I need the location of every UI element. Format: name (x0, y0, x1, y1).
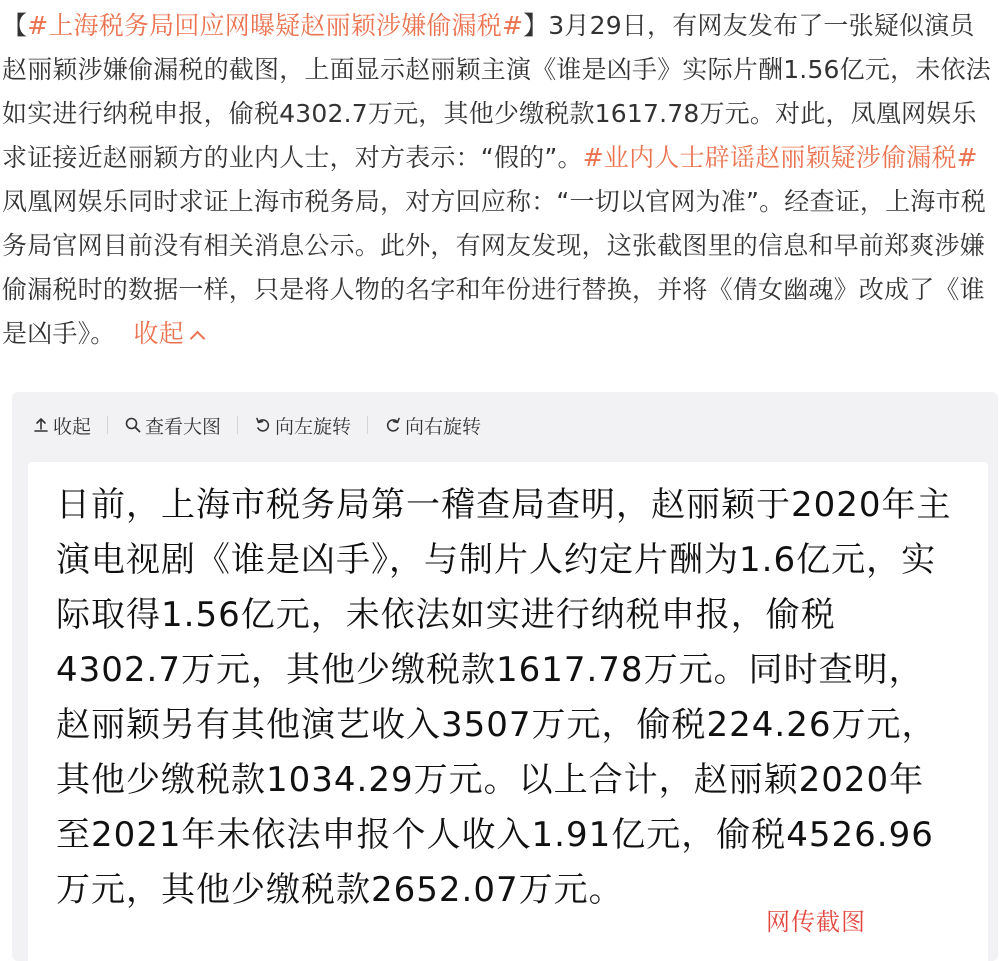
rotate-right-icon (384, 416, 402, 434)
expanded-image[interactable] (28, 462, 988, 961)
rotate-left-icon (254, 416, 272, 434)
topic-link-insider-denial[interactable]: #业内人士辟谣赵丽颖疑涉偷漏税# (582, 143, 978, 172)
image-watermark: 网传截图 (766, 908, 866, 936)
view-large-image-button[interactable] (108, 408, 237, 442)
topic-link-tax-bureau[interactable]: #上海税务局回应网曝疑赵丽颖涉嫌偷漏税# (27, 11, 524, 40)
collapse-image-label: 收起 (53, 415, 92, 438)
collapse-image-button[interactable] (32, 408, 107, 442)
collapse-label: 收起 (133, 319, 184, 348)
open-bracket: 【 (2, 11, 28, 40)
image-viewer-panel (12, 392, 998, 961)
image-text: 日前，上海市税务局第一稽查局查明，赵丽颖于2020年主演电视剧《谁是凶手》，与制片人约定片酬为1.6亿元，实际取得1.56亿元，未依法如实进行纳税申报，偷税4302.7万元，其他少缴税款1617.78万元。同时查明，赵丽颖另有其他演艺收入3507万元，偷税224.26万元，其他少缴税款1034.29万元。以上合计，赵丽颖2020年至2021年未依法申报个人收入1.91亿元，偷税4526.96万元，其他少缴税款2652.07万元。 (56, 485, 952, 910)
rotate-left-button[interactable] (238, 408, 367, 442)
magnifier-icon (124, 416, 142, 434)
post-segment-2: 凤凰网娱乐同时求证上海市税务局，对方回应称：“一切以官网为准”。经查证，上海市税务局官网目前没有相关消息公示。此外，有网友发现，这张截图里的信息和早前郑爽涉嫌偷漏税时的数据一样，只是将人物的名字和年份进行替换，并将《倩女幽魂》改成了《谁是凶手》。 (2, 187, 986, 348)
weibo-post (0, 0, 1000, 400)
collapse-up-arrow-icon (32, 416, 50, 434)
collapse-link[interactable] (134, 319, 203, 348)
chevron-up-icon (190, 331, 206, 347)
view-large-image-label: 查看大图 (145, 415, 222, 438)
rotate-right-label: 向右旋转 (405, 415, 482, 438)
image-toolbar (32, 408, 497, 442)
post-text (2, 4, 992, 356)
rotate-left-label: 向左旋转 (275, 415, 352, 438)
rotate-right-button[interactable] (368, 408, 497, 442)
post-segment-1: 】3月29日，有网友发布了一张疑似演员赵丽颖涉嫌偷漏税的截图，上面显示赵丽颖主演《谁是凶手》实际片酬1.56亿元，未依法如实进行纳税申报，偷税4302.7万元，其他少缴税款1617.78万元。对此，凤凰网娱乐求证接近赵丽颖方的业内人士，对方表示：“假的”。 (2, 11, 991, 172)
